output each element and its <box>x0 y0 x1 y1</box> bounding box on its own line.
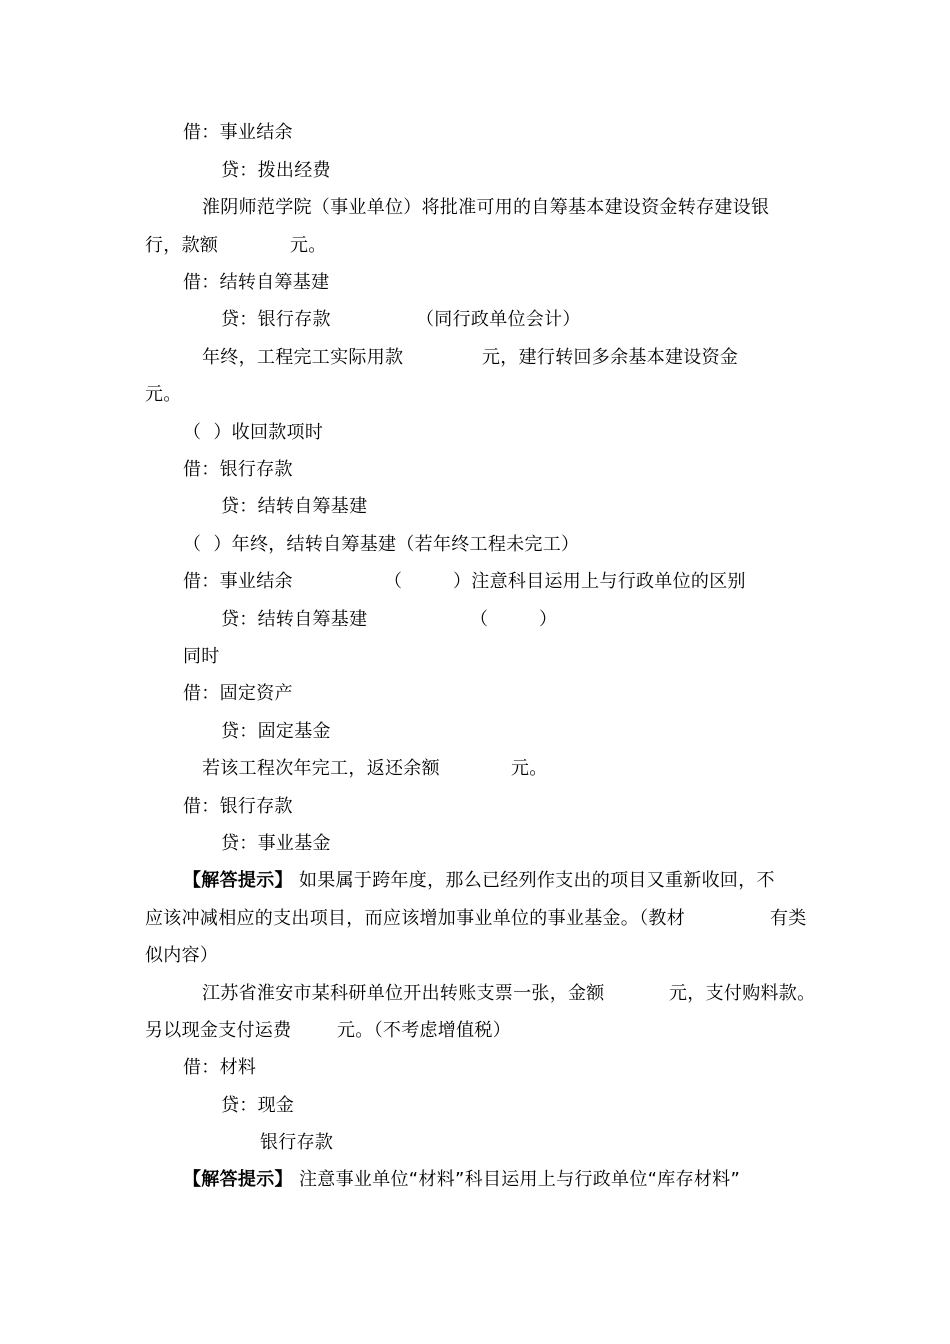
entry-credit-line: 贷：固定基金 <box>221 721 331 742</box>
entry-debit-line: 借：材料 <box>183 1057 257 1078</box>
paragraph-line: 另以现金支付运费 <box>145 1020 292 1041</box>
entry-bracket-open: （ <box>470 609 489 630</box>
hint-text: 应该冲减相应的支出项目，而应该增加事业单位的事业基金。（教材 <box>145 908 685 929</box>
hint-label: 【解答提示】 <box>183 1169 293 1190</box>
entry-debit-line: 借：事业结余 <box>183 122 293 143</box>
entry-debit-line: 借：固定资产 <box>183 683 293 704</box>
entry-credit-line: 贷：现金 <box>221 1095 295 1116</box>
paragraph-line: 行，款额 <box>145 235 219 256</box>
paragraph-line-continued: 元，支付购料款。 <box>669 983 816 1004</box>
hint-label: 【解答提示】 <box>183 870 293 891</box>
entry-credit-line: 贷：结转自筹基建 <box>221 609 368 630</box>
paragraph-line: 江苏省淮安市某科研单位开出转账支票一张，金额 <box>202 983 605 1004</box>
entry-credit-line: 贷：拨出经费 <box>221 160 331 181</box>
paragraph-line-continued: 元。 <box>290 235 327 256</box>
entry-debit-line: 借：银行存款 <box>183 796 293 817</box>
entry-bracket-close: ） <box>539 609 558 630</box>
entry-credit-line: 银行存款 <box>260 1132 334 1153</box>
entry-credit-line: 贷：银行存款 <box>221 309 331 330</box>
paragraph-line: 同时 <box>183 646 220 667</box>
sub-item-heading: （ ）收回款项时 <box>183 422 324 443</box>
hint-text: 注意事业单位“材料”科目运用上与行政单位“库存材料” <box>299 1169 741 1190</box>
hint-text: 如果属于跨年度，那么已经列作支出的项目又重新收回，不 <box>299 870 775 891</box>
paragraph-line: 年终，工程完工实际用款 <box>202 347 404 368</box>
paragraph-line-continued: 元。 <box>511 758 548 779</box>
entry-debit-line: 借：结转自筹基建 <box>183 272 330 293</box>
entry-credit-line: 贷：结转自筹基建 <box>221 496 368 517</box>
entry-debit-line: 借：事业结余 <box>183 571 293 592</box>
entry-note: （同行政单位会计） <box>416 309 581 330</box>
sub-item-heading: （ ）年终，结转自筹基建（若年终工程未完工） <box>183 534 580 555</box>
paragraph-line: 若该工程次年完工，返还余额 <box>202 758 440 779</box>
entry-debit-line: 借：银行存款 <box>183 459 293 480</box>
paragraph-line-continued: 元。（不考虑增值税） <box>337 1020 511 1041</box>
entry-bracket-open: （ <box>384 571 403 592</box>
paragraph-line-continued: 元，建行转回多余基本建设资金 <box>482 347 739 368</box>
entry-note: ）注意科目运用上与行政单位的区别 <box>453 571 746 592</box>
paragraph-line: 淮阴师范学院（事业单位）将批准可用的自筹基本建设资金转存建设银 <box>202 197 770 218</box>
entry-credit-line: 贷：事业基金 <box>221 833 331 854</box>
hint-text-continued: 有类 <box>770 908 807 929</box>
hint-text: 似内容） <box>145 945 219 966</box>
paragraph-line: 元。 <box>145 384 182 405</box>
